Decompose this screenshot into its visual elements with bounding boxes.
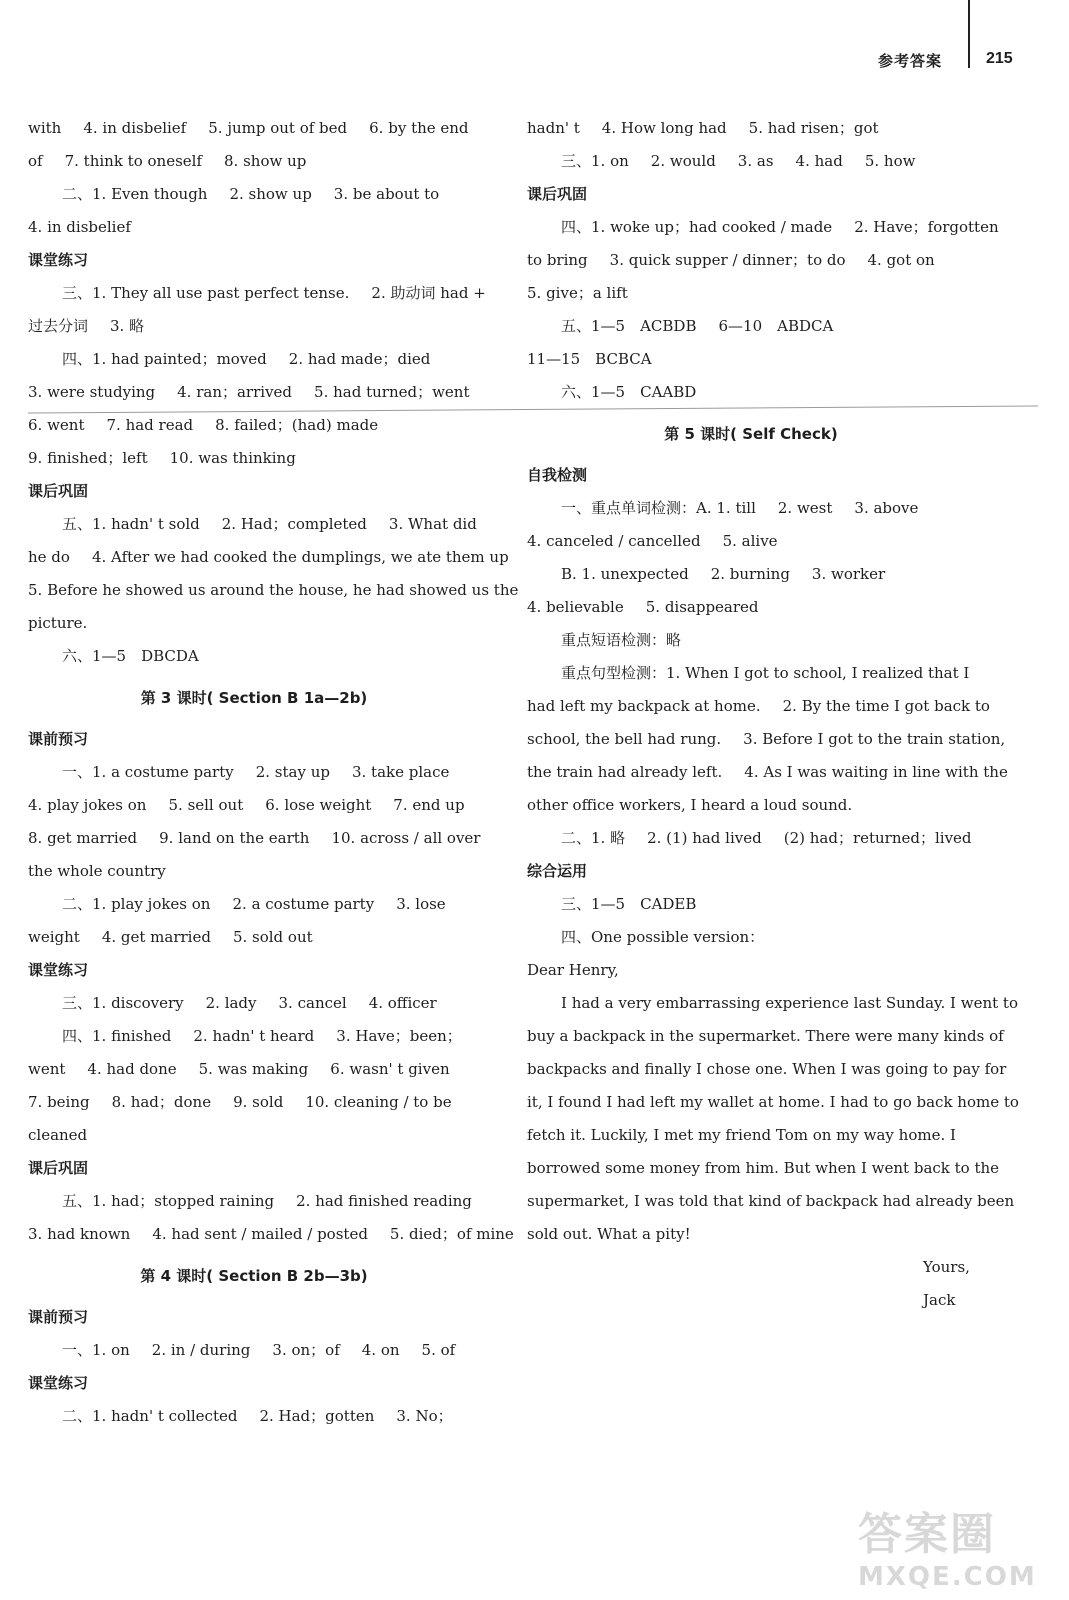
- answer-item: B. 1. unexpected: [561, 565, 689, 583]
- answer-item: Jack: [923, 1291, 956, 1309]
- answer-item: 2. a costume party: [232, 895, 375, 913]
- answer-item: 四、One possible version：: [561, 928, 765, 946]
- section-heading: 综合运用: [527, 862, 588, 880]
- answer-item: 2. By the time I got back to: [782, 697, 990, 715]
- answer-item: 2. 助动词 had +: [371, 284, 486, 302]
- answer-line: [28, 541, 509, 574]
- answer-item: 一、重点单词检测：A. 1. till: [561, 499, 756, 517]
- answer-item: 4. in disbelief: [28, 218, 131, 236]
- answer-item: 2. had made；died: [288, 350, 431, 368]
- answer-item: had left my backpack at home.: [527, 697, 761, 715]
- section-heading: 课后巩固: [28, 1159, 89, 1177]
- answer-item: 4. had done: [87, 1060, 177, 1078]
- answer-item: 4. in disbelief: [83, 119, 187, 137]
- answer-line: [28, 1053, 480, 1086]
- answer-line: [527, 1053, 1007, 1086]
- answer-item: supermarket, I was told that kind of backpack had already been: [527, 1192, 1015, 1210]
- answer-item: 2. burning: [710, 565, 790, 583]
- answer-line: [527, 789, 975, 822]
- answer-item: 7. had read: [106, 416, 194, 434]
- answer-item: 6. lose weight: [265, 796, 372, 814]
- answer-item: he do: [28, 548, 70, 566]
- answer-item: 一、1. a costume party: [62, 763, 234, 781]
- answer-item: 2. hadn' t heard: [193, 1027, 315, 1045]
- answer-item: borrowed some money from him. But when I went back to the: [527, 1159, 1000, 1177]
- answer-line: [527, 343, 975, 376]
- answer-item: 4. got on: [867, 251, 935, 269]
- answer-item: 6—10 ABDCA: [718, 317, 834, 335]
- answer-line: [28, 178, 480, 211]
- answer-line: [28, 921, 480, 954]
- answer-item: 2. stay up: [255, 763, 330, 781]
- answer-item: 3. What did: [388, 515, 477, 533]
- letter-signoff: [527, 1284, 975, 1317]
- answer-item: I had a very embarrassing experience last Sunday. I went to: [561, 994, 1018, 1012]
- section-heading: 课堂练习: [28, 961, 89, 979]
- answer-line: [28, 574, 519, 607]
- answer-item: Dear Henry,: [527, 961, 619, 979]
- answer-line: [28, 277, 486, 310]
- answer-line: [527, 591, 975, 624]
- answer-item: school, the bell had rung.: [527, 730, 722, 748]
- answer-item: 2. Had；completed: [221, 515, 367, 533]
- answer-item: 5. sell out: [168, 796, 244, 814]
- answer-item: buy a backpack in the supermarket. There were many kinds of: [527, 1027, 1004, 1045]
- watermark-top-text: 答案圈: [858, 1509, 996, 1560]
- answer-item: 2. lady: [205, 994, 257, 1012]
- answer-item: picture.: [28, 614, 88, 632]
- answer-item: 9. finished；left: [28, 449, 148, 467]
- answer-item: 4. After we had cooked the dumplings, we ate them up: [91, 548, 509, 566]
- answer-item: 5. sold out: [232, 928, 313, 946]
- section-heading: 课前预习: [28, 1308, 89, 1326]
- answer-item: 5. had risen；got: [748, 119, 879, 137]
- answer-item: 3. lose: [396, 895, 446, 913]
- answer-item: 3. cancel: [278, 994, 347, 1012]
- answer-item: 重点短语检测：略: [561, 631, 682, 649]
- answer-line: [28, 640, 480, 673]
- answer-line: [28, 1020, 480, 1053]
- answer-line: [527, 690, 990, 723]
- answer-item: Yours,: [923, 1258, 970, 1276]
- watermark-logo: [858, 1498, 1058, 1594]
- answer-line: [527, 657, 975, 690]
- section-heading: 课后巩固: [28, 482, 89, 500]
- answer-item: 5. died；of mine: [389, 1225, 514, 1243]
- lesson-title: 第 4 课时( Section B 2b—3b): [140, 1267, 368, 1285]
- section-heading: 课堂练习: [28, 1374, 89, 1392]
- answer-line: [527, 921, 975, 954]
- answer-line: [527, 1020, 1004, 1053]
- answer-line: [527, 1218, 975, 1251]
- answer-item: 三、1. They all use past perfect tense.: [62, 284, 350, 302]
- answer-item: hadn' t: [527, 119, 580, 137]
- answer-line: [28, 310, 480, 343]
- answer-line: [28, 756, 480, 789]
- answer-item: weight: [28, 928, 80, 946]
- answer-item: cleaned: [28, 1126, 88, 1144]
- answer-item: 5. of: [421, 1341, 456, 1359]
- answer-item: 3. Before I got to the train station,: [743, 730, 1006, 748]
- page-header: [0, 0, 1069, 80]
- answer-item: 9. land on the earth: [159, 829, 310, 847]
- answer-line: [28, 1185, 480, 1218]
- answer-item: 一、1. on: [62, 1341, 130, 1359]
- answer-line: [28, 1086, 480, 1119]
- answer-item: the train had already left.: [527, 763, 723, 781]
- answer-line: [527, 244, 975, 277]
- answer-line: [527, 277, 975, 310]
- page-number: 215: [986, 50, 1013, 67]
- answer-line: [28, 607, 480, 640]
- answer-item: 9. sold: [233, 1093, 284, 1111]
- answer-item: 4. ran；arrived: [177, 383, 293, 401]
- answer-item: 2. had finished reading: [296, 1192, 472, 1210]
- answer-line: [28, 376, 480, 409]
- answer-item: 2. Have；forgotten: [854, 218, 999, 236]
- answer-item: 过去分词: [28, 317, 89, 335]
- section-heading: 自我检测: [527, 466, 588, 484]
- answer-item: 五、1. had；stopped raining: [62, 1192, 275, 1210]
- lesson-title: 第 5 课时( Self Check): [664, 425, 838, 443]
- answer-line: [28, 508, 480, 541]
- answer-item: 二、1. play jokes on: [62, 895, 211, 913]
- answer-item: 7. being: [28, 1093, 90, 1111]
- answer-item: 6. wasn' t given: [330, 1060, 450, 1078]
- answer-item: 4. play jokes on: [28, 796, 147, 814]
- answer-item: 3. Have；been；: [336, 1027, 462, 1045]
- answer-line: [28, 822, 480, 855]
- answer-line: [28, 789, 480, 822]
- answer-item: 四、1. finished: [62, 1027, 172, 1045]
- answer-line: [527, 525, 975, 558]
- answer-item: 8. had；done: [111, 1093, 212, 1111]
- answer-item: 5. alive: [722, 532, 778, 550]
- answer-item: 5. jump out of bed: [208, 119, 348, 137]
- answer-item: of: [28, 152, 43, 170]
- answer-item: 10. was thinking: [169, 449, 296, 467]
- answer-item: 四、1. had painted；moved: [62, 350, 267, 368]
- answer-item: 8. get married: [28, 829, 138, 847]
- answer-line: [28, 987, 480, 1020]
- answer-line: [527, 492, 975, 525]
- answer-line: [28, 855, 480, 888]
- answer-line: [527, 310, 975, 343]
- answer-item: 6. went: [28, 416, 85, 434]
- answer-item: it, I found I had left my wallet at home. I had to go back home to: [527, 1093, 1019, 1111]
- answer-item: 2. (1) had lived: [647, 829, 762, 847]
- answer-line: [527, 954, 975, 987]
- answer-item: backpacks and finally I chose one. When I was going to pay for: [527, 1060, 1007, 1078]
- answer-item: fetch it. Luckily, I met my friend Tom on my way home. I: [527, 1126, 956, 1144]
- answer-item: 二、1. 略: [561, 829, 626, 847]
- answer-line: [527, 888, 975, 921]
- answer-item: 5. was making: [198, 1060, 309, 1078]
- answer-line: [28, 112, 480, 145]
- answer-item: 3. worker: [811, 565, 886, 583]
- answer-item: (2) had；returned；lived: [783, 829, 972, 847]
- header-divider: [968, 0, 970, 68]
- answer-item: 二、1. hadn' t collected: [62, 1407, 238, 1425]
- answer-line: [28, 1334, 480, 1367]
- answer-item: 三、1. on: [561, 152, 629, 170]
- answer-item: with: [28, 119, 62, 137]
- left-column: [28, 112, 519, 1433]
- section-heading: 课堂练习: [28, 251, 89, 269]
- answer-line: [527, 112, 975, 145]
- answer-line: [527, 145, 975, 178]
- answer-line: [527, 1119, 975, 1152]
- answer-item: the whole country: [28, 862, 166, 880]
- answer-line: [527, 822, 975, 855]
- answer-item: 10. across / all over: [331, 829, 481, 847]
- answer-item: 3. 略: [110, 317, 145, 335]
- answer-item: 三、1—5 CADEB: [561, 895, 697, 913]
- section-heading: 课前预习: [28, 730, 89, 748]
- answer-item: 4. get married: [101, 928, 211, 946]
- answer-line: [28, 409, 480, 442]
- answer-line: [28, 343, 480, 376]
- answer-line: [527, 1185, 1015, 1218]
- answer-line: [527, 376, 975, 409]
- answer-line: [527, 211, 999, 244]
- answer-item: 6. by the end: [369, 119, 469, 137]
- right-column: [527, 112, 1019, 1317]
- answer-line: [28, 145, 480, 178]
- answer-item: 3. were studying: [28, 383, 156, 401]
- answer-item: 六、1—5 DBCDA: [62, 647, 199, 665]
- answer-item: went: [28, 1060, 66, 1078]
- answer-line: [527, 756, 1008, 789]
- answer-line: [527, 1086, 1019, 1119]
- answer-item: 5. disappeared: [645, 598, 759, 616]
- watermark-bottom-text: MXQE.COM: [858, 1562, 1037, 1592]
- answer-item: 4. officer: [368, 994, 437, 1012]
- answer-item: 2. show up: [229, 185, 312, 203]
- answer-line: [28, 442, 480, 475]
- section-heading: 课后巩固: [527, 185, 588, 203]
- answer-item: 4. had sent / mailed / posted: [152, 1225, 368, 1243]
- answer-item: 5. give；a lift: [527, 284, 628, 302]
- answer-line: [28, 888, 480, 921]
- answer-line: [527, 1152, 1000, 1185]
- lesson-title: 第 3 课时( Section B 1a—2b): [140, 689, 368, 707]
- answer-item: 3. had known: [28, 1225, 131, 1243]
- answer-item: 8. failed；(had) made: [215, 416, 379, 434]
- answer-item: 8. show up: [224, 152, 307, 170]
- answer-item: 11—15 BCBCA: [527, 350, 652, 368]
- answer-item: 3. quick supper / dinner；to do: [609, 251, 846, 269]
- answer-item: 3. be about to: [333, 185, 440, 203]
- answer-item: 3. No；: [396, 1407, 453, 1425]
- answer-item: 六、1—5 CAABD: [561, 383, 697, 401]
- answer-item: 3. on；of: [272, 1341, 340, 1359]
- answer-item: 二、1. Even though: [62, 185, 208, 203]
- answer-item: 2. in / during: [151, 1341, 251, 1359]
- answer-line: [527, 723, 1006, 756]
- answer-line: [527, 624, 975, 657]
- answer-item: 三、1. discovery: [62, 994, 184, 1012]
- answer-item: to bring: [527, 251, 588, 269]
- answer-item: other office workers, I heard a loud sound.: [527, 796, 853, 814]
- answer-item: 5. how: [864, 152, 916, 170]
- answer-line: [28, 1119, 480, 1152]
- answer-item: 5. Before he showed us around the house, he had showed us the: [28, 581, 519, 599]
- answer-item: 3. above: [854, 499, 919, 517]
- answer-item: 4. believable: [527, 598, 624, 616]
- answer-item: 2. Had；gotten: [259, 1407, 375, 1425]
- answer-item: 4. had: [795, 152, 843, 170]
- answer-line: [28, 1400, 480, 1433]
- answer-line: [527, 558, 975, 591]
- answer-item: 2. west: [777, 499, 833, 517]
- answer-item: 7. end up: [393, 796, 465, 814]
- answer-item: 五、1—5 ACBDB: [561, 317, 697, 335]
- answer-item: 4. As I was waiting in line with the: [744, 763, 1008, 781]
- answer-line: [28, 211, 480, 244]
- answer-item: 重点句型检测：1. When I got to school, I realized that I: [561, 664, 970, 682]
- answer-item: 7. think to oneself: [64, 152, 202, 170]
- header-title: 参考答案: [878, 52, 943, 70]
- answer-item: 5. had turned；went: [314, 383, 470, 401]
- answer-item: 10. cleaning / to be: [305, 1093, 452, 1111]
- answer-item: 五、1. hadn' t sold: [62, 515, 200, 533]
- answer-item: sold out. What a pity!: [527, 1225, 691, 1243]
- answer-item: 4. on: [361, 1341, 400, 1359]
- answer-item: 四、1. woke up；had cooked / made: [561, 218, 833, 236]
- answer-item: 4. canceled / cancelled: [527, 532, 701, 550]
- answer-item: 4. How long had: [601, 119, 727, 137]
- answer-line: [28, 1218, 514, 1251]
- answer-item: 3. as: [737, 152, 774, 170]
- answer-line: [527, 987, 1018, 1020]
- answer-item: 2. would: [650, 152, 716, 170]
- letter-signoff: [527, 1251, 975, 1284]
- answer-item: 3. take place: [351, 763, 450, 781]
